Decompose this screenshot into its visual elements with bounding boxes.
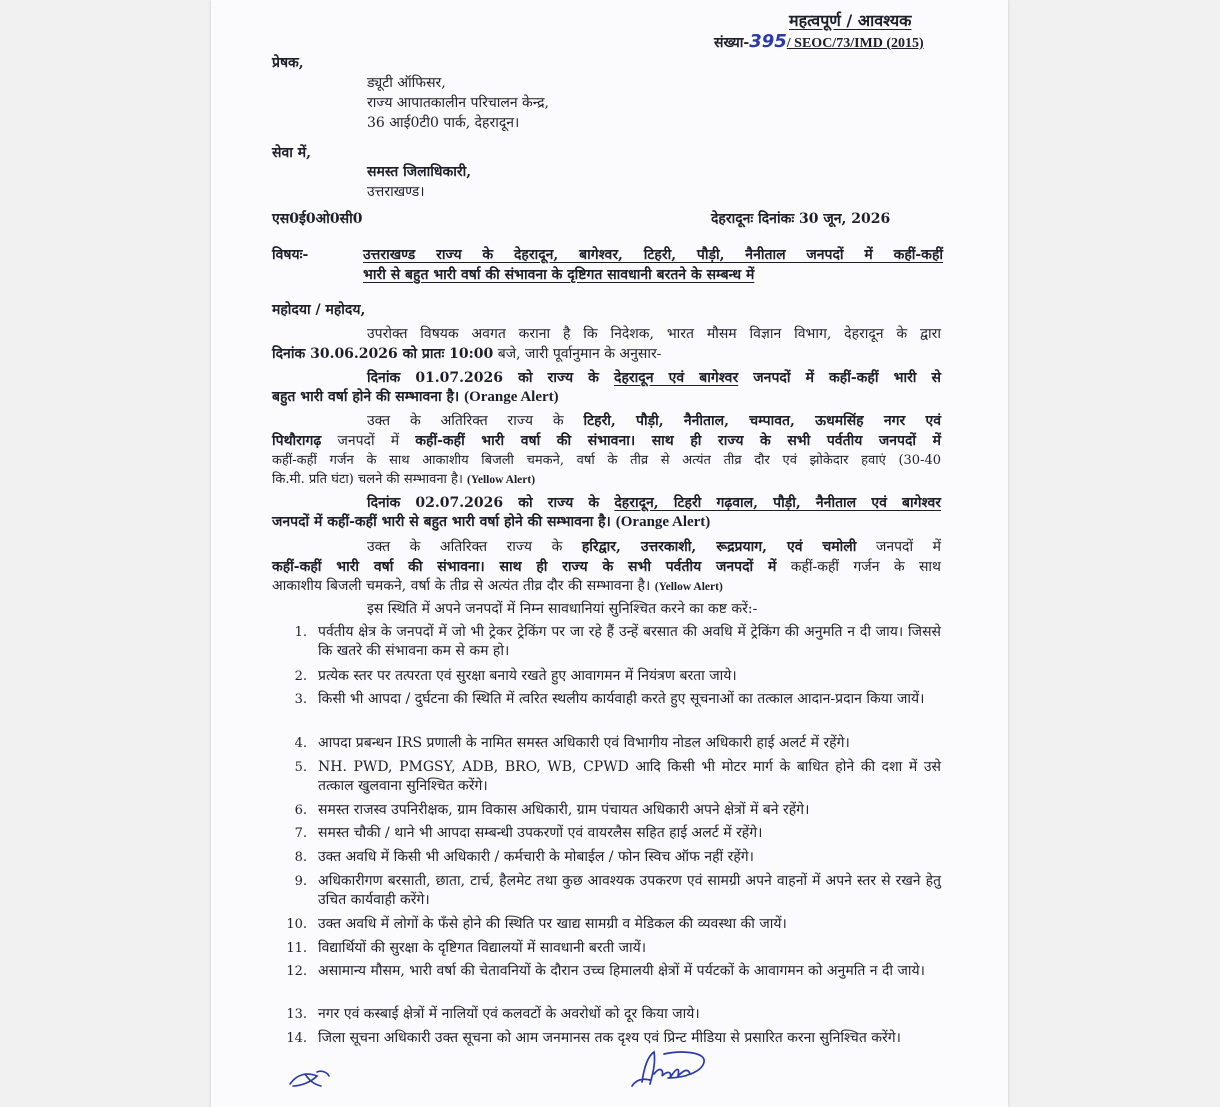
para5-line2 <box>272 557 941 577</box>
reference-number <box>714 33 924 53</box>
subject-line2: भारी से बहुत भारी वर्षा की संभावना के दृष्टिगत सावधानी बरतने के सम्बन्ध में <box>363 267 755 283</box>
para2-line2 <box>272 388 559 406</box>
ref-suffix: / SEOC/73/IMD (2015) <box>786 36 924 51</box>
list-item: असामान्य मौसम, भारी वर्षा की चेतावनियों के दौरान उच्च हिमालयी क्षेत्रों में पर्यटकों के आवागमन को अनुमति न दी जाये। <box>318 963 925 979</box>
yellow-alert-badge-1: (Yellow Alert) <box>467 474 536 486</box>
para2-line1-rest: जनपदों में कहीं-कहीं भारी से <box>753 370 941 386</box>
list-item: प्रत्येक स्तर पर तत्परता एवं सुरक्षा बनाये रखते हुए आवागमन में नियंत्रण बरता जाये। <box>318 668 737 684</box>
list-item: समस्त राजस्व उपनिरीक्षक, ग्राम विकास अधिकारी, ग्राम पंचायत अधिकारी अपने क्षेत्रों में बने रहेंगे। <box>318 802 810 818</box>
yellow-alert-badge-2: (Yellow Alert) <box>654 581 723 593</box>
item-number: 11. <box>286 941 307 956</box>
list-item: नगर एवं कस्बाई क्षेत्रों में नालियों एवं कलवटों के अवरोधों को दूर किया जाये। <box>318 1006 700 1022</box>
recipient-label: सेवा में, <box>272 145 311 161</box>
para4-date: दिनांक 02.07.2026 को राज्य के <box>367 495 600 511</box>
subject-label: विषयः- <box>272 247 309 263</box>
orange-alert-badge-2: (Orange Alert) <box>615 514 711 530</box>
para3-line2-bold: कहीं-कहीं भारी वर्षा की संभावना। साथ ही राज्य के सभी पर्वतीय जनपदों में <box>415 433 942 449</box>
letter-date: देहरादूनः दिनांकः 30 जून, 2026 <box>711 211 891 227</box>
para5-line1 <box>367 537 941 557</box>
ref-prefix: संख्या- <box>714 35 750 51</box>
para3-line1 <box>367 411 941 431</box>
item-number: 8. <box>294 850 307 865</box>
list-item: उक्त अवधि में लोगों के फँसे होने की स्थिति पर खाद्य सामग्री व मेडिकल की व्यवस्था की जायें। <box>318 916 787 932</box>
instruction-intro: इस स्थिति में अपने जनपदों में निम्न सावधानियां सुनिश्चित करने का कष्ट करें:- <box>367 601 758 617</box>
para1-line2 <box>272 345 661 363</box>
para3-line4 <box>272 471 535 489</box>
list-item: उक्त अवधि में किसी भी अधिकारी / कर्मचारी के मोबाईल / फोन स्विच ऑफ नहीं रहेंगे। <box>318 849 754 865</box>
para5-districts: हरिद्वार, उत्तरकाशी, रूद्रप्रयाग, एवं चमोली <box>581 539 857 555</box>
handwritten-ref-number: 395 <box>749 31 787 52</box>
sender-line2: राज्य आपातकालीन परिचालन केन्द्र, <box>367 95 550 111</box>
list-item: पर्वतीय क्षेत्र के जनपदों में जो भी ट्रेकर ट्रेकिंग पर जा रहे हैं उन्हें बरसात की अवधि में ट्रेकिंग की अनुमति न दी जाय। जिससे कि खतरे की संभावना कम से कम हो। <box>318 624 941 659</box>
para2-districts: देहरादून एवं बागेश्वर <box>614 370 739 386</box>
para3-districts: टिहरी, पौड़ी, नैनीताल, चम्पावत, ऊधमसिंह नगर एवं <box>583 413 942 429</box>
item-number: 12. <box>286 964 307 979</box>
item-number: 5. <box>294 760 307 775</box>
para4-text: जनपदों में कहीं-कहीं भारी से बहुत भारी वर्षा होने की सम्भावना है। <box>272 514 611 530</box>
item-number: 1. <box>294 625 307 640</box>
para4-districts: देहरादून, टिहरी गढ़वाल, पौड़ी, नैनीताल एवं बागेश्वर <box>614 495 942 511</box>
para2-date: दिनांक 01.07.2026 को राज्य के <box>367 370 599 386</box>
initials-signature <box>287 1066 333 1092</box>
para1-line1: उपरोक्त विषयक अवगत कराना है कि निदेशक, भारत मौसम विज्ञान विभाग, देहरादून के द्वारा <box>367 326 941 342</box>
recipient-line1: समस्त जिलाधिकारी, <box>367 164 472 180</box>
officer-signature <box>628 1046 710 1092</box>
para4-line2 <box>272 513 710 531</box>
para5-line2-bold: कहीं-कहीं भारी वर्षा की संभावना। साथ ही राज्य के सभी पर्वतीय जनपदों में <box>272 559 777 575</box>
para3-line2-mid: जनपदों में <box>337 433 400 449</box>
priority-label: महत्वपूर्ण / आवश्यक <box>789 11 912 30</box>
para5-line3 <box>272 577 723 596</box>
recipient-line2: उत्तराखण्ड। <box>367 184 425 200</box>
para2-line1 <box>367 368 941 388</box>
para5-intro: उक्त के अतिरिक्त राज्य के <box>367 539 563 555</box>
letter-page <box>211 0 1008 1107</box>
item-number: 6. <box>294 803 307 818</box>
para5-line1-end: जनपदों में <box>875 539 941 555</box>
para3-district-last: पिथौरागढ़ <box>272 433 322 449</box>
salutation: महोदया / महोदय, <box>272 302 366 318</box>
para3-text-end: कि.मी. प्रति घंटा) चलने की सम्भावना है। <box>272 472 463 487</box>
sender-line3: 36 आई0टी0 पार्क, देहरादून। <box>367 115 520 131</box>
subject-line1: उत्तराखण्ड राज्य के देहरादून, बागेश्वर, टिहरी, पौड़ी, नैनीताल जनपदों में कहीं-कहीं <box>363 247 943 263</box>
item-number: 14. <box>286 1031 307 1046</box>
list-item: किसी भी आपदा / दुर्घटना की स्थिति में त्वरित स्थलीय कार्यवाही करते हुए सूचनाओं का तत्काल आदान-प्रदान किया जायें। <box>318 691 925 707</box>
list-item: जिला सूचना अधिकारी उक्त सूचना को आम जनमानस तक दृश्य एवं प्रिन्ट मीडिया से प्रसारित करना सुनिश्चित करेंगे। <box>318 1030 901 1046</box>
para5-line2-rest: कहीं-कहीं गर्जन के साथ <box>790 559 941 575</box>
item-number: 2. <box>294 669 307 684</box>
item-number: 7. <box>294 826 307 841</box>
sender-label: प्रेषक, <box>272 55 304 71</box>
item-number: 13. <box>286 1007 307 1022</box>
list-item: NH. PWD, PMGSY, ADB, BRO, WB, CPWD आदि किसी भी मोटर मार्ग के बाधित होने की दशा में उसे तत्काल खुलवाना सुनिश्चित करेंगे। <box>318 759 941 794</box>
para5-text-end: आकाशीय बिजली चमकने, वर्षा के तीव्र से अत्यंत तीव्र दौर की सम्भावना है। <box>272 578 651 594</box>
para1-line2-rest: बजे, जारी पूर्वानुमान के अनुसार- <box>497 346 662 362</box>
list-item: समस्त चौकी / थाने भी आपदा सम्बन्धी उपकरणों एवं वायरलैस सहित हाई अलर्ट में रहेंगे। <box>318 825 763 841</box>
item-number: 9. <box>294 874 307 889</box>
list-item: आपदा प्रबन्धन IRS प्रणाली के नामित समस्त अधिकारी एवं विभागीय नोडल अधिकारी हाई अलर्ट में रहेंगे। <box>318 735 850 751</box>
para4-line1 <box>367 493 941 513</box>
para3-intro: उक्त के अतिरिक्त राज्य के <box>367 413 564 429</box>
para2-text: बहुत भारी वर्षा होने की सम्भावना है। <box>272 389 460 405</box>
item-number: 4. <box>294 736 307 751</box>
office-code: एस0ई0ओ0सी0 <box>272 211 363 227</box>
list-item: अधिकारीगण बरसाती, छाता, टार्च, हैलमेट तथा कुछ आवश्यक उपकरण एवं सामग्री अपने वाहनों में अपने स्तर से रखने हेतु उचित कार्यवाही करेंगे। <box>318 873 941 908</box>
para3-line3: कहीं-कहीं गर्जन के साथ आकाशीय बिजली चमकने, वर्षा के तीव्र से अत्यंत तीव्र दौर एवं झोकेदार हवाएं (30-40 <box>272 453 941 468</box>
sender-line1: ड्यूटी ऑफिसर, <box>367 75 446 91</box>
forecast-time: दिनांक 30.06.2026 को प्रातः 10:00 <box>272 346 494 362</box>
list-item: विद्यार्थियों की सुरक्षा के दृष्टिगत विद्यालयों में सावधानी बरती जायें। <box>318 940 647 956</box>
para3-line2 <box>272 431 941 451</box>
orange-alert-badge-1: (Orange Alert) <box>464 389 559 405</box>
item-number: 3. <box>294 692 307 707</box>
item-number: 10. <box>286 917 307 932</box>
